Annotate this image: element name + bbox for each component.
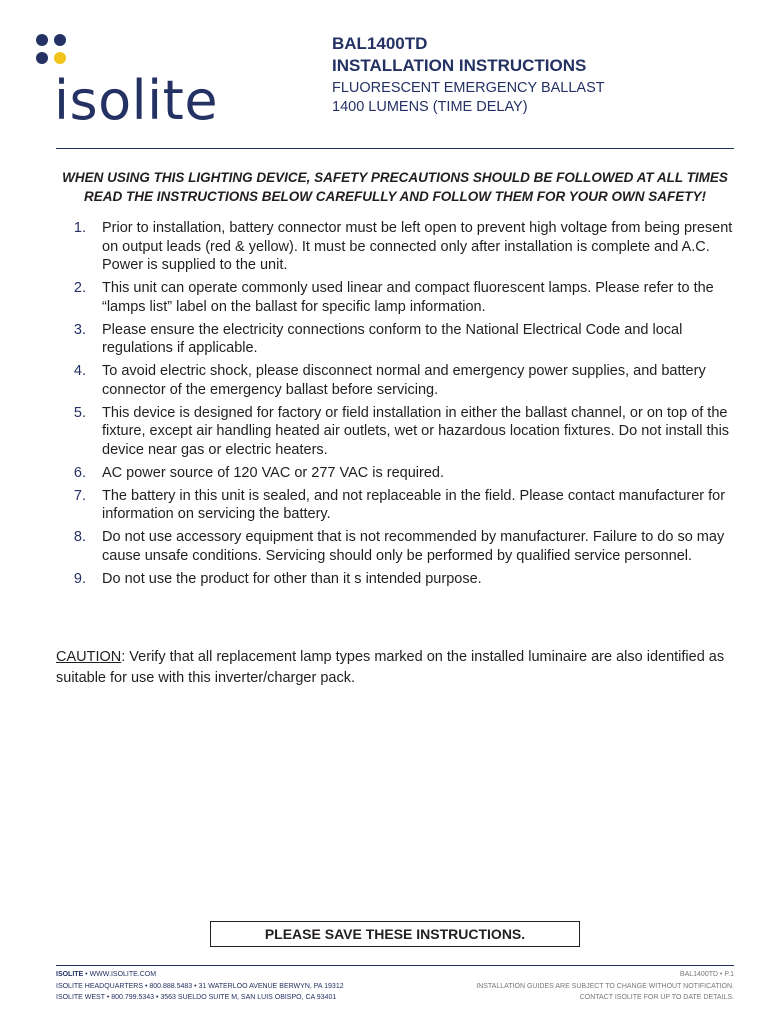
instruction-item bbox=[56, 279, 738, 316]
instruction-number: 6. bbox=[73, 464, 86, 481]
safety-warning-line-1: WHEN USING THIS LIGHTING DEVICE, SAFETY PRECAUTIONS SHOULD BE FOLLOWED AT ALL TIMES bbox=[62, 170, 728, 185]
caution-text: : Verify that all replacement lamp types marked on the installed luminaire are also identified as suitable for use with this inverter/charger pack. bbox=[56, 649, 725, 686]
footer-brand-line bbox=[56, 969, 344, 981]
instruction-text: This device is designed for factory or field installation in either the ballast channel, or on top of the fixture, except air handling heated air outlets, wet or hazardous location fixtures. Do not install this device near gas or electric heaters. bbox=[102, 404, 730, 458]
logo-dot-1 bbox=[36, 34, 48, 46]
instruction-item bbox=[56, 570, 738, 589]
instruction-number: 9. bbox=[73, 570, 86, 587]
instruction-list bbox=[56, 219, 738, 593]
instruction-number: 2. bbox=[73, 280, 86, 296]
product-description: FLUORESCENT EMERGENCY BALLAST bbox=[332, 80, 605, 96]
logo-dot-3 bbox=[36, 52, 48, 64]
instruction-item bbox=[56, 464, 738, 483]
instruction-text: AC power source of 120 VAC or 277 VAC is required. bbox=[102, 464, 444, 481]
instruction-item bbox=[56, 487, 738, 524]
instruction-text: Do not use accessory equipment that is not recommended by manufacturer. Failure to do so may cause unsafe conditions. Servicing should only be performed by qualified service personnel. bbox=[102, 529, 725, 564]
instruction-text: To avoid electric shock, please disconnect normal and emergency power supplies, and battery connector of the emergency ballast before servicing. bbox=[102, 363, 706, 398]
logo-dot-2 bbox=[54, 34, 66, 46]
logo-dot-4 bbox=[54, 52, 66, 64]
instruction-item bbox=[56, 528, 738, 565]
footer-west: ISOLITE WEST • 800.799.5343 • 3563 SUELDO SUITE M, SAN LUIS OBISPO, CA 93401 bbox=[56, 994, 337, 1001]
isolite-logo bbox=[36, 34, 236, 132]
instruction-text: The battery in this unit is sealed, and not replaceable in the field. Please contact manufacturer for information on servicing the battery. bbox=[102, 487, 726, 522]
footer-disclaimer-1: INSTALLATION GUIDES ARE SUBJECT TO CHANGE WITHOUT NOTIFICATION. bbox=[476, 982, 734, 990]
instruction-number: 1. bbox=[73, 220, 86, 236]
footer-disclaimer-2: CONTACT ISOLITE FOR UP TO DATE DETAILS. bbox=[579, 994, 734, 1001]
instruction-item bbox=[56, 321, 738, 358]
instruction-item bbox=[56, 219, 738, 275]
safety-warning-line-2: READ THE INSTRUCTIONS BELOW CAREFULLY AND FOLLOW THEM FOR YOUR OWN SAFETY! bbox=[84, 189, 706, 204]
document-header bbox=[332, 33, 752, 117]
instruction-number: 8. bbox=[73, 529, 86, 545]
footer-info bbox=[476, 969, 734, 1004]
footer-hq: ISOLITE HEADQUARTERS • 800.888.5483 • 31 WATERLOO AVENUE BERWYN, PA 19312 bbox=[56, 982, 344, 990]
instruction-text: This unit can operate commonly used linear and compact fluorescent lamps. Please refer to the “lamps list” label on the ballast for specific lamp information. bbox=[102, 280, 714, 315]
caution-note bbox=[56, 647, 736, 688]
instruction-item bbox=[56, 362, 738, 399]
footer-divider bbox=[56, 965, 734, 966]
product-lumens: 1400 LUMENS (TIME DELAY) bbox=[332, 99, 528, 115]
header-divider bbox=[56, 148, 734, 149]
save-instructions-notice: PLEASE SAVE THESE INSTRUCTIONS. bbox=[210, 921, 580, 947]
footer-page-number: BAL1400TD • P.1 bbox=[679, 971, 734, 978]
instruction-text: Please ensure the electricity connections conform to the National Electrical Code and local regulations if applicable. bbox=[102, 321, 683, 356]
instruction-item bbox=[56, 404, 738, 460]
instruction-text: Do not use the product for other than it s intended purpose. bbox=[102, 570, 482, 587]
document-title: INSTALLATION INSTRUCTIONS bbox=[332, 56, 587, 75]
footer-contact bbox=[56, 969, 344, 1004]
instruction-number: 7. bbox=[73, 487, 86, 504]
caution-label: CAUTION bbox=[56, 649, 122, 665]
instruction-number: 3. bbox=[73, 321, 86, 338]
instruction-number: 4. bbox=[73, 363, 86, 379]
model-number: BAL1400TD bbox=[332, 34, 428, 53]
footer-brand: ISOLITE bbox=[56, 971, 84, 978]
instruction-text: Prior to installation, battery connector must be left open to prevent high voltage from being present on output leads (red & yellow). It must be connected only after installation is complete and A.C. Power is supplied to the unit. bbox=[102, 220, 733, 273]
footer-website: • WWW.ISOLITE.COM bbox=[83, 971, 157, 978]
safety-warning bbox=[56, 168, 734, 206]
instruction-number: 5. bbox=[73, 404, 86, 421]
logo-wordmark: isolite bbox=[54, 69, 219, 132]
